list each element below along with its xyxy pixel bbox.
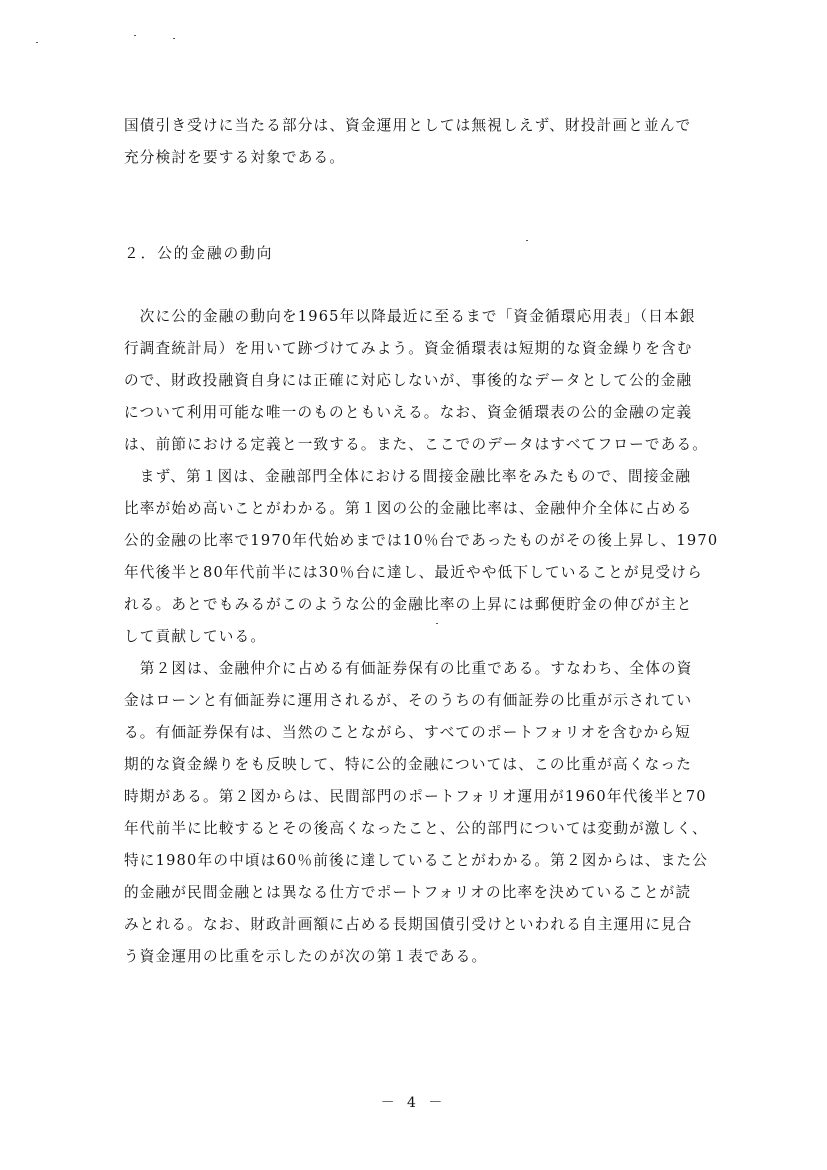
paragraph-line: れる。あとでもみるがこのような公的金融比率の上昇には郵便貯金の伸びが主と — [124, 596, 693, 613]
paragraph-line: 公的金融の比率で1970年代始めまでは10％台であったものがその後上昇し、1970 — [124, 532, 719, 549]
scan-speck — [436, 623, 438, 624]
paragraph-line: 金はローンと有価証券に運用されるが、そのうちの有価証券の比重が示されてい — [124, 692, 693, 709]
paragraph-line: 年代前半に比較するとその後高くなったこと、公的部門については変動が激しく、 — [124, 820, 708, 837]
paragraph-line: 的金融が民間金融とは異なる仕方でポートフォリオの比率を決めていることが読 — [124, 884, 692, 901]
paragraph-line: 年代後半と80年代前半には30％台に達し、最近やや低下していることが見受けら — [124, 564, 703, 581]
paragraph-line: まず、第１図は、金融部門全体における間接金融比率をみたもので、間接金融 — [124, 468, 692, 485]
scan-speck — [173, 38, 175, 39]
paragraph-line: は、前節における定義と一致する。また、ここでのデータはすべてフローである。 — [124, 436, 709, 453]
paragraph-line: 比率が始め高いことがわかる。第１図の公的金融比率は、金融仲介全体に占める — [124, 500, 693, 517]
paragraph-line: 特に1980年の中頃は60％前後に達していることがわかる。第２図からは、また公 — [124, 852, 709, 869]
paragraph-line: う資金運用の比重を示したのが次の第１表である。 — [124, 948, 488, 965]
paragraph-line: る。有価証券保有は、当然のことながら、すべてのポートフォリオを含むから短 — [124, 724, 691, 741]
paragraph-line: 行調査統計局）を用いて跡づけてみよう。資金循環表は短期的な資金繰りを含む — [124, 340, 693, 357]
paragraph-line: 第２図は、金融仲介に占める有価証券保有の比重である。すなわち、全体の資 — [124, 660, 693, 677]
paragraph-line: して貢献している。 — [124, 628, 267, 645]
intro-line: 国債引き受けに当たる部分は、資金運用としては無視しえず、財投計画と並んで — [124, 117, 692, 134]
scan-speck — [134, 35, 136, 36]
paragraph-line: みとれる。なお、財政計画額に占める長期国債引受けといわれる自主運用に見合 — [124, 916, 693, 933]
scan-speck — [526, 240, 528, 241]
intro-line: 充分検討を要する対象である。 — [124, 149, 346, 166]
section-heading: ２．公的金融の動向 — [124, 245, 274, 262]
scan-speck — [36, 42, 38, 43]
page-number: － 4 － — [380, 1095, 447, 1111]
paragraph-line: について利用可能な唯一のものともいえる。なお、資金循環表の公的金融の定義 — [124, 404, 693, 421]
paragraph-line: 期的な資金繰りをも反映して、特に公的金融については、この比重が高くなった — [124, 756, 692, 773]
paragraph-line: 時期がある。第２図からは、民間部門のポートフォリオ運用が1960年代後半と70 — [124, 788, 707, 805]
paragraph-line: 次に公的金融の動向を1965年以降最近に至るまで「資金循環応用表」（日本銀 — [124, 308, 696, 325]
paragraph-line: ので、財政投融資自身には正確に対応しないが、事後的なデータとして公的金融 — [124, 372, 693, 389]
